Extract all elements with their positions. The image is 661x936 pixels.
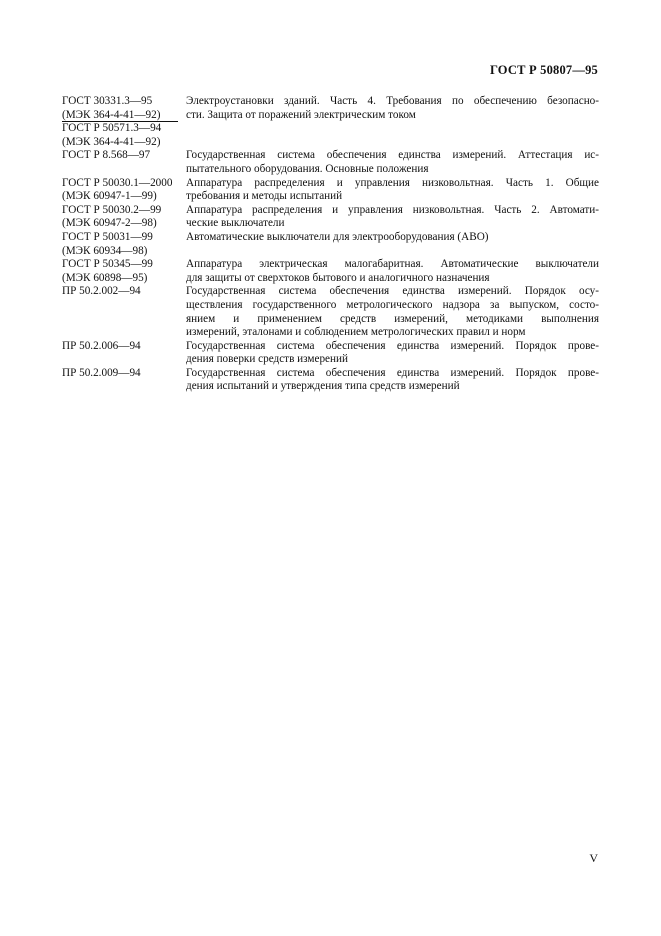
reference-title	[186, 340, 599, 367]
reference-title	[186, 231, 599, 258]
reference-codes	[62, 204, 186, 231]
reference-title-line: Электроустановки зданий. Часть 4. Требования по обеспечению безопасно-	[186, 95, 599, 107]
reference-title	[186, 204, 599, 231]
reference-codes	[62, 177, 186, 204]
reference-row	[62, 285, 599, 339]
reference-code: ГОСТ Р 50571.3—94	[62, 122, 162, 135]
reference-title-line: ческие выключатели	[186, 217, 285, 230]
reference-title-line: ществления государственного метрологического надзора за выпуском, состо-	[186, 298, 599, 311]
reference-title-line: дения испытаний и утверждения типа средств измерений	[186, 380, 460, 393]
reference-code: (МЭК 60934—98)	[62, 244, 148, 257]
reference-title-line: янием и применением средств измерений, методиками выполнения	[186, 312, 599, 325]
reference-codes	[62, 231, 186, 258]
reference-code: ПР 50.2.009—94	[62, 366, 141, 379]
reference-code: ПР 50.2.006—94	[62, 339, 141, 352]
reference-title-line: Государственная система обеспечения единства измерений. Порядок прове-	[186, 339, 599, 352]
reference-row	[62, 258, 599, 285]
reference-code: ГОСТ 30331.3—95	[62, 95, 153, 107]
reference-title	[186, 285, 599, 339]
reference-code: (МЭК 60898—95)	[62, 271, 148, 284]
reference-title	[186, 258, 599, 285]
reference-title-line: сти. Защита от поражений электрическим током	[186, 108, 416, 121]
reference-codes	[62, 258, 186, 285]
reference-title-line: Аппаратура распределения и управления низковольтная. Часть 2. Автомати-	[186, 203, 599, 216]
reference-codes	[62, 149, 186, 176]
reference-code: ГОСТ Р 8.568—97	[62, 149, 151, 162]
reference-code: (МЭК 364-4-41—92)	[62, 135, 161, 148]
reference-title	[186, 367, 599, 394]
reference-title-line: измерений, эталонами и соблюдением метрологических правил и норм	[186, 326, 526, 339]
reference-title-line: Аппаратура электрическая малогабаритная. Автоматические выключатели	[186, 258, 599, 271]
page-number: V	[589, 851, 598, 865]
reference-row	[62, 231, 599, 258]
reference-code: (МЭК 60947-1—99)	[62, 190, 157, 203]
reference-row	[62, 367, 599, 394]
reference-row	[62, 177, 599, 204]
reference-code: ГОСТ Р 50031—99	[62, 230, 153, 243]
reference-title-line: Государственная система обеспечения единства измерений. Порядок осу-	[186, 285, 599, 298]
reference-title-line: Автоматические выключатели для электрооборудования (АВО)	[186, 230, 489, 243]
reference-title-line: дения поверки средств измерений	[186, 353, 348, 366]
references-list	[62, 95, 599, 394]
reference-title-line: требования и методы испытаний	[186, 190, 343, 203]
reference-code: ПР 50.2.002—94	[62, 285, 141, 298]
document-header: ГОСТ Р 50807—95	[489, 63, 598, 77]
reference-title-line: Аппаратура распределения и управления низковольтная. Часть 1. Общие	[186, 176, 599, 189]
reference-title-line: Государственная система обеспечения единства измерений. Порядок прове-	[186, 366, 599, 379]
reference-codes	[62, 367, 186, 394]
reference-title-line: для защиты от сверхтоков бытового и аналогичного назначения	[186, 271, 490, 284]
reference-title	[186, 95, 599, 149]
reference-title	[186, 177, 599, 204]
reference-code: ГОСТ Р 50030.1—2000	[62, 176, 173, 189]
reference-title-line: Государственная система обеспечения единства измерений. Аттестация ис-	[186, 149, 599, 162]
reference-row	[62, 340, 599, 367]
reference-codes	[62, 340, 186, 367]
reference-title	[186, 149, 599, 176]
reference-codes	[62, 95, 186, 149]
reference-code: (МЭК 60947-2—98)	[62, 217, 157, 230]
reference-code: ГОСТ Р 50345—99	[62, 258, 153, 271]
reference-row	[62, 149, 599, 176]
reference-row	[62, 95, 599, 149]
reference-row	[62, 204, 599, 231]
reference-code: (МЭК 364-4-41—92)	[62, 109, 178, 123]
reference-title-line: пытательного оборудования. Основные положения	[186, 162, 429, 175]
reference-codes	[62, 285, 186, 339]
reference-code: ГОСТ Р 50030.2—99	[62, 203, 162, 216]
